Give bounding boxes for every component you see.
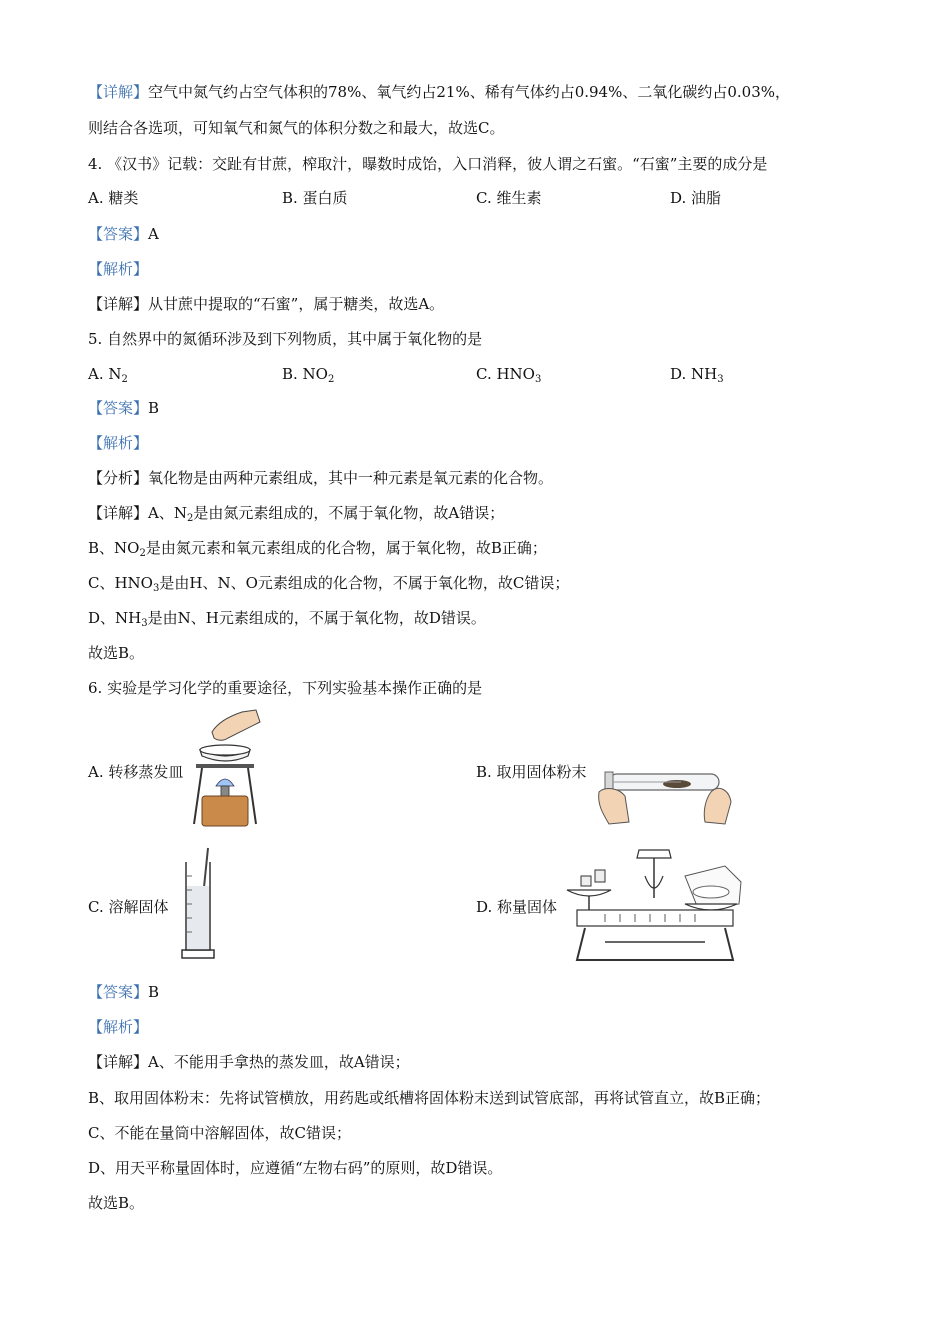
q6-option-a: A. 转移蒸发皿 [88, 763, 184, 781]
q3-detail-cont: 则结合各选项，可知氧气和氮气的体积分数之和最大，故选C。 [88, 119, 505, 137]
q6-answer: B [148, 983, 160, 1001]
q5-answer-line [88, 398, 159, 418]
balance-figure [565, 846, 745, 964]
q5-detail-b: B、$NO_2$是由氮元素和氧元素组成的化合物，属于氧化物，故B正确； [88, 539, 547, 559]
q5-stem: 5. 自然界中的氮循环涉及到下列物质，其中属于氧化物的是 [88, 330, 483, 348]
q4-option-c: C. 维生素 [476, 189, 542, 207]
q5-detail-c: C、$HNO_3$是由H、N、O元素组成的化合物，不属于氧化物，故C错误； [88, 574, 570, 594]
q4-option-a: A. 糖类 [88, 189, 139, 207]
q5-detail-d: D、$NH_3$是由N、H元素组成的，不属于氧化物，故D错误。 [88, 609, 486, 629]
q6-detail-a-line [88, 1052, 410, 1072]
q6-detail-b: B、取用固体粉末：先将试管横放，用药匙或纸槽将固体粉末送到试管底部，再将试管直立，故B正确； [88, 1089, 771, 1107]
q4-analysis-tag: 【解析】 [88, 260, 149, 278]
q3-detail-text: 空气中氮气约占空气体积的78%、氧气约占21%、稀有气体约占0.94%、二氧化碳约占0.03%， [148, 83, 791, 101]
q6-detail-c: C、不能在量筒中溶解固体，故C错误； [88, 1124, 351, 1142]
answer-tag: 【答案】 [88, 983, 149, 1001]
detail-tag: 【详解】 [88, 1053, 149, 1071]
test-tube-figure [595, 762, 735, 828]
q5-option-d: D. $NH_3$ [670, 365, 724, 385]
q5-analysis-line [88, 468, 553, 488]
q6-option-b: B. 取用固体粉末 [476, 763, 587, 781]
q4-detail-line [88, 294, 444, 314]
evaporating-dish-figure [190, 708, 262, 830]
q4-option-b: B. 蛋白质 [282, 189, 348, 207]
measuring-cylinder-figure [180, 846, 220, 962]
analysis-detail-tag: 【分析】 [88, 469, 149, 487]
q5-analysis-detail: 氧化物是由两种元素组成，其中一种元素是氧元素的化合物。 [148, 469, 554, 487]
q5-detail-a: 【详解】A、$N_2$是由氮元素组成的，不属于氧化物，故A错误； [88, 504, 505, 524]
q5-analysis-tag: 【解析】 [88, 434, 149, 452]
q5-answer: B [148, 399, 160, 417]
q6-detail-a: A、不能用手拿热的蒸发皿，故A错误； [148, 1053, 410, 1071]
q6-answer-line [88, 982, 159, 1002]
answer-tag: 【答案】 [88, 225, 149, 243]
q6-detail-d: D、用天平称量固体时，应遵循“左物右码”的原则，故D错误。 [88, 1159, 503, 1177]
q5-option-a: A. $N_2$ [88, 365, 128, 385]
q4-detail: 从甘蔗中提取的“石蜜”，属于糖类，故选A。 [148, 295, 445, 313]
q6-option-c: C. 溶解固体 [88, 898, 169, 916]
q4-answer: A [148, 225, 159, 243]
q6-option-d: D. 称量固体 [476, 898, 558, 916]
q4-answer-line [88, 224, 159, 244]
detail-tag: 【详解】 [88, 83, 149, 101]
q5-option-b: B. $NO_2$ [282, 365, 335, 385]
detail-tag: 【详解】 [88, 295, 149, 313]
q3-detail-line [88, 82, 790, 102]
q5-conclusion: 故选B。 [88, 644, 145, 662]
q4-option-d: D. 油脂 [670, 189, 722, 207]
q6-stem: 6. 实验是学习化学的重要途径，下列实验基本操作正确的是 [88, 679, 483, 697]
q6-analysis-tag: 【解析】 [88, 1018, 149, 1036]
q5-option-c: C. $HNO_3$ [476, 365, 542, 385]
q6-conclusion: 故选B。 [88, 1194, 145, 1212]
answer-tag: 【答案】 [88, 399, 149, 417]
q4-stem: 4. 《汉书》记载：交趾有甘蔗，榨取汁，曝数时成饴，入口消释，彼人谓之石蜜。“石蜜”主要的成分是 [88, 155, 768, 173]
